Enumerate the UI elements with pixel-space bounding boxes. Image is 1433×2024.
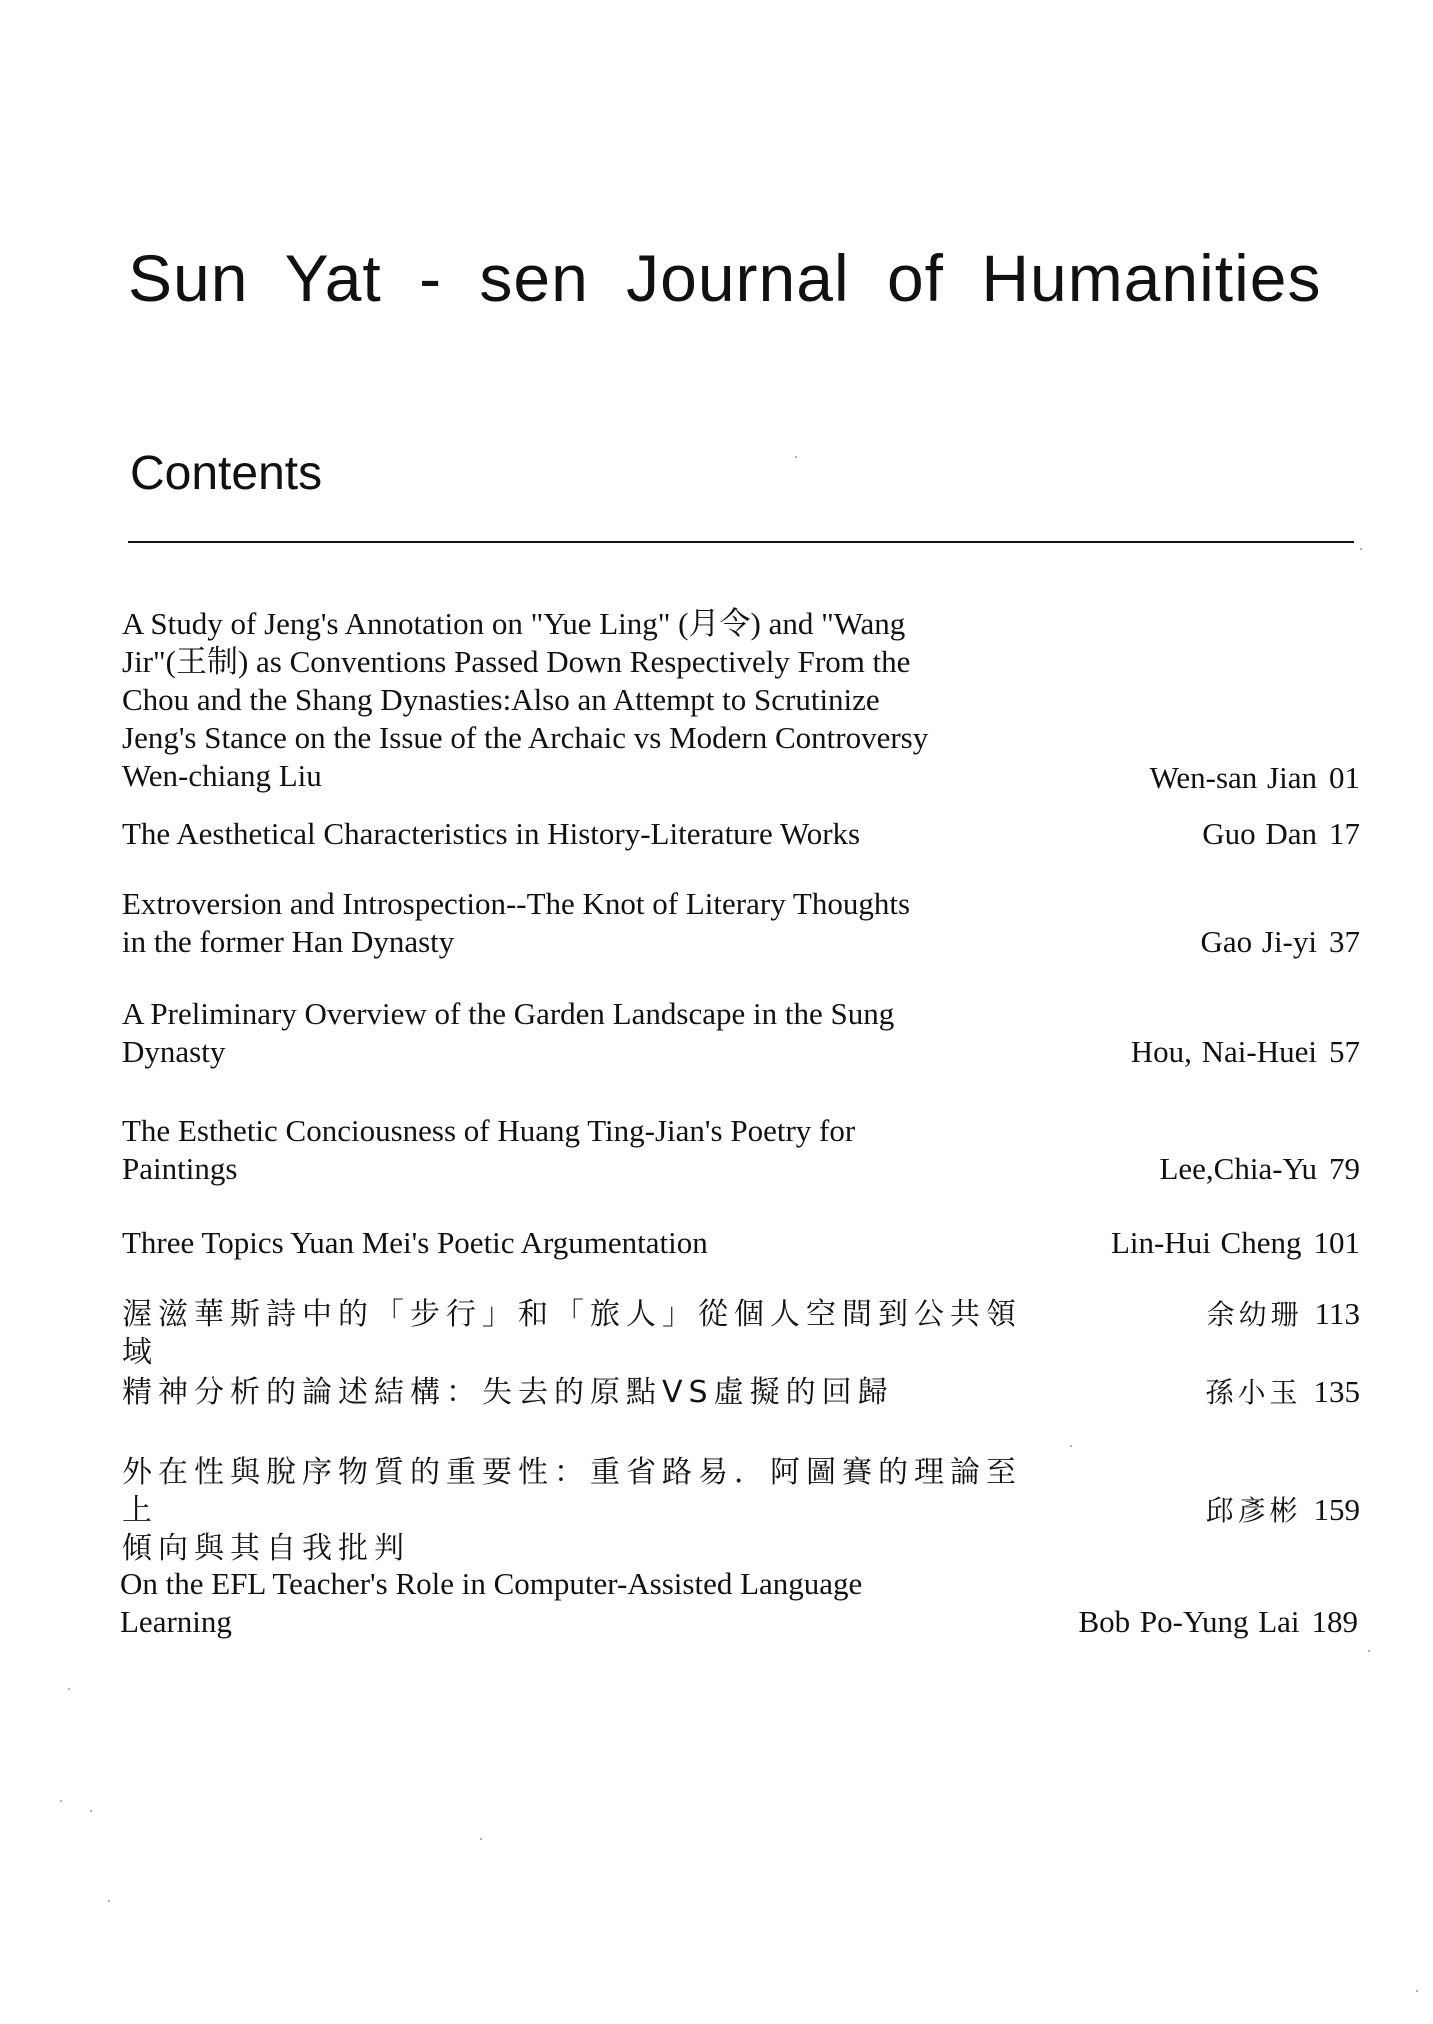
article-byline <box>1200 923 1360 961</box>
article-byline <box>1150 759 1360 797</box>
heading-divider <box>128 541 1354 543</box>
article-title: A Preliminary Overview of the Garden Landscape in the Sung Dynasty <box>122 996 895 1069</box>
article-title: Three Topics Yuan Mei's Poetic Argumentation <box>122 1225 708 1260</box>
toc-entry <box>122 1454 1360 1566</box>
scan-speck <box>1360 548 1362 550</box>
article-byline <box>1205 1491 1360 1530</box>
scan-speck <box>68 1688 70 1690</box>
article-author: Lee,Chia-Yu <box>1159 1151 1317 1186</box>
article-title: The Aesthetical Characteristics in History-Literature Works <box>122 816 861 851</box>
toc-entry <box>122 605 1360 797</box>
article-author: 孫小玉 <box>1205 1376 1302 1409</box>
article-page-number: 135 <box>1313 1374 1360 1409</box>
article-byline <box>1111 1224 1360 1262</box>
toc-entry <box>122 885 1360 961</box>
article-page-number: 159 <box>1313 1492 1360 1527</box>
toc-entry <box>122 1224 1360 1262</box>
article-page-number: 113 <box>1314 1296 1360 1331</box>
article-author-primary: Wen-chiang Liu <box>122 758 322 793</box>
article-author: Guo Dan <box>1202 816 1317 851</box>
scan-speck <box>795 456 797 458</box>
scan-speck <box>90 1810 92 1812</box>
article-author: 邱彥彬 <box>1205 1494 1302 1527</box>
scan-speck <box>60 1800 62 1802</box>
article-title: On the EFL Teacher's Role in Computer-Assisted Language Learning <box>120 1566 863 1639</box>
article-author: 余幼珊 <box>1206 1298 1303 1331</box>
article-author: Wen-san Jian <box>1149 760 1317 795</box>
article-author: Gao Ji-yi <box>1200 924 1317 959</box>
article-page-number: 189 <box>1311 1604 1358 1639</box>
journal-title: Sun Yat - sen Journal of Humanities <box>128 241 1322 315</box>
scan-speck <box>1368 1650 1370 1652</box>
article-byline <box>1159 1150 1360 1188</box>
toc-entry <box>122 1296 1360 1370</box>
article-title: The Esthetic Conciousness of Huang Ting-Jian's Poetry for Paintings <box>122 1113 856 1186</box>
toc-entry <box>122 995 1360 1071</box>
article-page-number: 37 <box>1329 924 1360 959</box>
scan-speck <box>1070 1445 1072 1447</box>
article-author: Bob Po-Yung Lai <box>1078 1604 1300 1639</box>
contents-heading: Contents <box>130 447 323 500</box>
article-byline <box>1079 1603 1359 1641</box>
article-byline <box>1207 1295 1360 1334</box>
scan-speck <box>480 1838 482 1840</box>
article-author: Hou, Nai-Huei <box>1130 1034 1317 1069</box>
article-title: A Study of Jeng's Annotation on "Yue Ling" (月令) and "Wang Jir"(王制) as Conventions Passed Down Respectively From the Chou and the Shang Dynasties:Also an Attempt to Scrutinize Jeng's Stance on the Issue of the Archaic vs Modern Controversy <box>122 606 929 755</box>
article-title: 精神分析的論述結構：失去的原點VS虛擬的回歸 <box>122 1375 894 1410</box>
article-title: Extroversion and Introspection--The Knot of Literary Thoughts in the former Han Dynasty <box>122 886 911 959</box>
article-page-number: 79 <box>1329 1151 1360 1186</box>
scan-speck <box>1416 1990 1418 1992</box>
article-byline <box>1131 1033 1360 1071</box>
article-title: 外在性與脫序物質的重要性：重省路易．阿圖賽的理論至上 傾向與其自我批判 <box>122 1455 1022 1566</box>
article-title: 渥滋華斯詩中的「步行」和「旅人」從個人空間到公共領域 <box>122 1297 1022 1370</box>
article-author: Lin-Hui Cheng <box>1110 1225 1302 1260</box>
toc-entry <box>122 815 1360 853</box>
article-byline <box>1205 1373 1360 1412</box>
scan-speck <box>108 1900 110 1902</box>
article-page-number: 101 <box>1313 1225 1360 1260</box>
toc-entry <box>120 1565 1358 1641</box>
article-page-number: 01 <box>1329 760 1360 795</box>
toc-entry <box>122 1374 1360 1412</box>
article-page-number: 57 <box>1329 1034 1360 1069</box>
article-byline <box>1202 815 1360 853</box>
article-page-number: 17 <box>1329 816 1360 851</box>
toc-entry <box>122 1112 1360 1188</box>
